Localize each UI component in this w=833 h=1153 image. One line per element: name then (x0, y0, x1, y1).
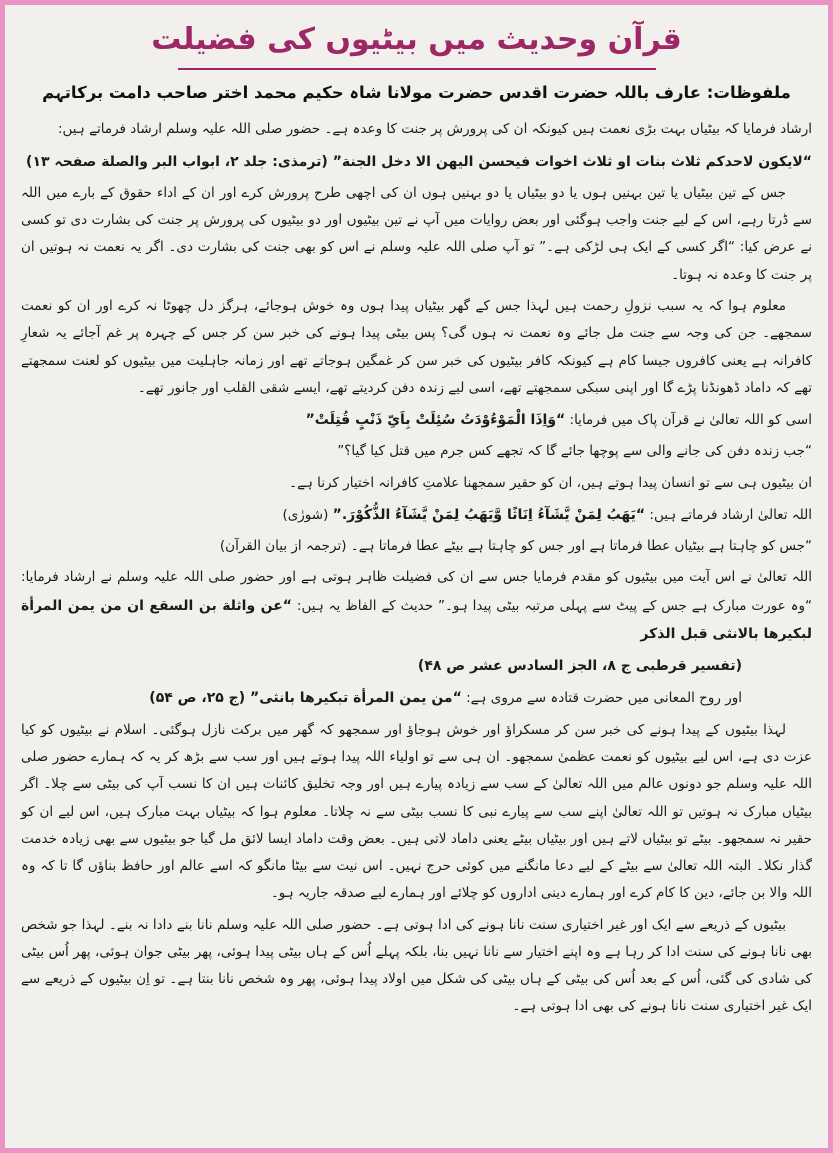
arabic-quote-run: “یَهَبُ لِمَنْ یَّشَآءُ اِنَاثًا وَّیَهَبُ لِمَنْ یَّشَآءُ الذُّکُوْرَ.” (332, 506, 646, 523)
para-mercy-descends (16, 293, 812, 402)
text-run: ان بیٹیوں ہی سے تو انسان پیدا ہوتے ہیں، ان کو حقیر سمجھنا علامتِ کافرانہ اختیار کرنا ہے۔ (289, 474, 812, 491)
quran-quote-shura (21, 501, 812, 529)
text-run: اللہ تعالیٰ ارشاد فرماتے ہیں: (645, 506, 812, 523)
para-three-daughters (16, 180, 812, 289)
title-underline (178, 68, 656, 70)
text-run: اور روح المعانی میں حضرت قتادہ سے مروی ہے: (461, 690, 742, 707)
arabic-quote-run: “وَاِذَا الْمَوْءُوْدَتُ سُئِلَتْ بِاَیِّ ذَنْبٍ قُتِلَتْ” (305, 412, 566, 429)
byline: ملفوظات: عارف باللہ حضرت اقدس حضرت مولانا شاہ حکیم محمد اختر صاحب دامت برکاتہم (42, 83, 791, 102)
reference-qurtubi (21, 652, 812, 680)
para-nana-sunnat (16, 912, 812, 1021)
quran-quote-mauoodah (21, 406, 812, 434)
arabic-quote-run: “لایکون لاحدکم ثلاث بنات او ثلاث اخوات فیحسن الیهن الا دخل الجنة” (ترمذی: جلد ۲، ابواب البر والصلة صفحہ ۱۳) (26, 153, 812, 170)
document-body (16, 116, 812, 1020)
text-run: لہذا بیٹیوں کے پیدا ہونے کی خبر سن کر مسکراؤ اور خوش ہوجاؤ اور سمجھو کہ گھر میں برکت نازل ہوگئی۔ اسلام نے بیٹیوں کو کیا عزت دی ہے، اس لیے بیٹیوں کو نعمت عظمیٰ سمجھو۔ ان ہی سے تو اولیاء اللہ پیدا ہوتے ہیں اور سب سے بڑھ کر یہ کہ ہمارے حضور صلی اللہ علیہ وسلم جو دونوں عالم میں اللہ تعالیٰ کے سب سے زیادہ پیارے ہیں اور وجہ تخلیق کائنات ہیں ان کا نسب آپ کی بیٹی سے چلا۔ اگر بیٹیاں مبارک نہ ہوتیں تو اللہ تعالیٰ اپنے سب سے پیارے نبی کا نسب بیٹی سے نہ چلاتا۔ معلوم ہوا کہ بیٹیاں بہت مبارک ہیں، اس لیے ان کو حقیر نہ سمجھو۔ بیٹے تو بیٹیاں لاتے ہیں اور بیٹیاں بیٹے یعنی داماد لاتی ہیں۔ بعض وقت داماد ایسا لائق مل گیا جو بیٹیوں سے بھی زیادہ خدمت گذار نکلا۔ البتہ اللہ تعالیٰ سے بیٹے کے لیے دعا مانگنے میں کوئی حرج نہیں۔ اس نیت سے بیٹا مانگو کہ اسے عالم اور حافظ بناؤں گا تا کہ وہ اللہ والا بن جائے، دین کا کام کرے اور ہمارے دینی اداروں کو چلائے اور ہمارے لیے صدقہ جاریہ ہو۔ (16, 721, 812, 902)
reference-ruh-al-maani (21, 684, 812, 712)
text-run: “جس کو چاہتا ہے بیٹیاں عطا فرماتا ہے اور جس کو چاہتا ہے بیٹے عطا فرماتا ہے۔ (ترجمہ از بیان القرآن) (219, 538, 812, 555)
text-run: اسی کو اللہ تعالیٰ نے قرآن پاک میں فرمایا: (565, 412, 812, 429)
text-run: (شورٰی) (282, 506, 333, 523)
arabic-quote-run: “عن واثلة بن السقع ان من یمن المرأة لبکیرها بالانثی قبل الذکر (16, 597, 812, 642)
page-title: قرآن وحدیث میں بیٹیوں کی فضیلت (151, 22, 682, 57)
text-run: بیٹیوں کے ذریعے سے ایک اور غیر اختیاری سنت نانا ہونے کی ادا ہوتی ہے۔ حضور صلی اللہ علیہ وسلم نانا بنے دادا نہ بنے۔ لہذا جو شخص بھی نانا ہونے کی سنت ادا کر رہا ہے وہ اپنے اختیار سے نانا نہیں بنا، بلکہ پہلے اُس کے ہاں بیٹی پیدا ہوئی، پھر بیٹی جوان ہوئی، پھر اُس بیٹی کی شادی کی گئی، اُس کے بعد اُس کی بیٹی کے ہاں بیٹی کی شکل میں اولاد پیدا ہوئی، پھر وہ شخص نانا بنتا ہے۔ تو اِن بیٹیوں کے ذریعے سے ایک غیر اختیاری سنت نانا ہونے کی بھی ادا ہوتی ہے۔ (16, 916, 812, 1015)
text-run: “جب زندہ دفن کی جانے والی سے پوچھا جائے گا کہ تجھے کس جرم میں قتل کیا گیا؟” (337, 443, 812, 460)
hadith-quote-tirmidhi (21, 148, 812, 176)
text-run: ارشاد فرمایا کہ بیٹیاں بہت بڑی نعمت ہیں کیونکہ ان کی پرورش پر جنت کا وعدہ ہے۔ حضور صلی اللہ علیہ وسلم ارشاد فرماتے ہیں: (57, 121, 812, 138)
arabic-quote-run: (تفسیر قرطبی ج ۸، الجز السادس عشر ص ۴۸) (417, 658, 742, 675)
para-humans-born (21, 470, 812, 497)
quran-translation-shura (21, 533, 812, 560)
para-smile-on-news (16, 717, 812, 908)
intro-line (21, 116, 812, 143)
arabic-quote-run: “من یمن المرأة تبکیرها بانثی” (ج ۲۵، ص ۵۴) (149, 690, 462, 707)
text-run: معلوم ہوا کہ یہ سبب نزولِ رحمت ہیں لہذا جس کے گھر بیٹیاں پیدا ہوں وہ خوش ہوجائے، ہرگز دل چھوٹا نہ کرے اور ان کو نعمت سمجھے۔ جن کی وجہ سے جنت مل جائے وہ نعمت نہ ہوں گی؟ پس بیٹی پیدا ہونے کی خبر سن کر جس کے چہرہ پر غم آجائے یہ شعارِ کافرانہ ہے یعنی کافروں جیسا کام ہے کیونکہ کافر بیٹیوں کی خبر سن کر غمگین ہوجاتے تھے اور زمانہ جاہلیت میں بیٹیوں کو لعنت سمجھتے تھے کہ داماد ڈھونڈنا پڑے گا اور اپنی سبکی سمجھتے تھے، اسی لیے زندہ دفن کردیتے تھے، ایسے شقی القلب اور جانور تھے۔ (16, 297, 812, 396)
text-run: جس کے تین بیٹیاں یا تین بہنیں ہوں یا دو بیٹیاں یا دو بہنیں ہوں ان کی اچھی طرح پرورش کرے اور ان کے اداء حقوق کے بارے میں اللہ سے ڈرتا رہے، اس کے لیے جنت واجب ہوگئی اور بعض روایات میں آپ نے تین بیٹیوں اور دو بیٹیوں کی پرورش پر جنت کی بشارت دی تو کسی نے عرض کیا: “اگر کسی کے ایک ہی لڑکی ہے۔” تو آپ صلی اللہ علیہ وسلم نے اس کو بھی جنت کی بشارت دی۔ اگر یہ نعمت نہ ہوتیں ان پر جنت کا وعدہ نہ ہوتا۔ (16, 184, 812, 283)
para-daughters-precede (16, 564, 812, 648)
quran-translation-mauoodah (21, 438, 812, 465)
text-run: اللہ تعالیٰ نے اس آیت میں بیٹیوں کو مقدم فرمایا جس سے ان کی فضیلت ظاہر ہوتی ہے اور حضور صلی اللہ علیہ وسلم نے ارشاد فرمایا: “وہ عورت مبارک ہے جس کے پیٹ سے پہلی مرتبہ بیٹی پیدا ہو۔” حدیث کے الفاظ یہ ہیں: (16, 569, 812, 614)
